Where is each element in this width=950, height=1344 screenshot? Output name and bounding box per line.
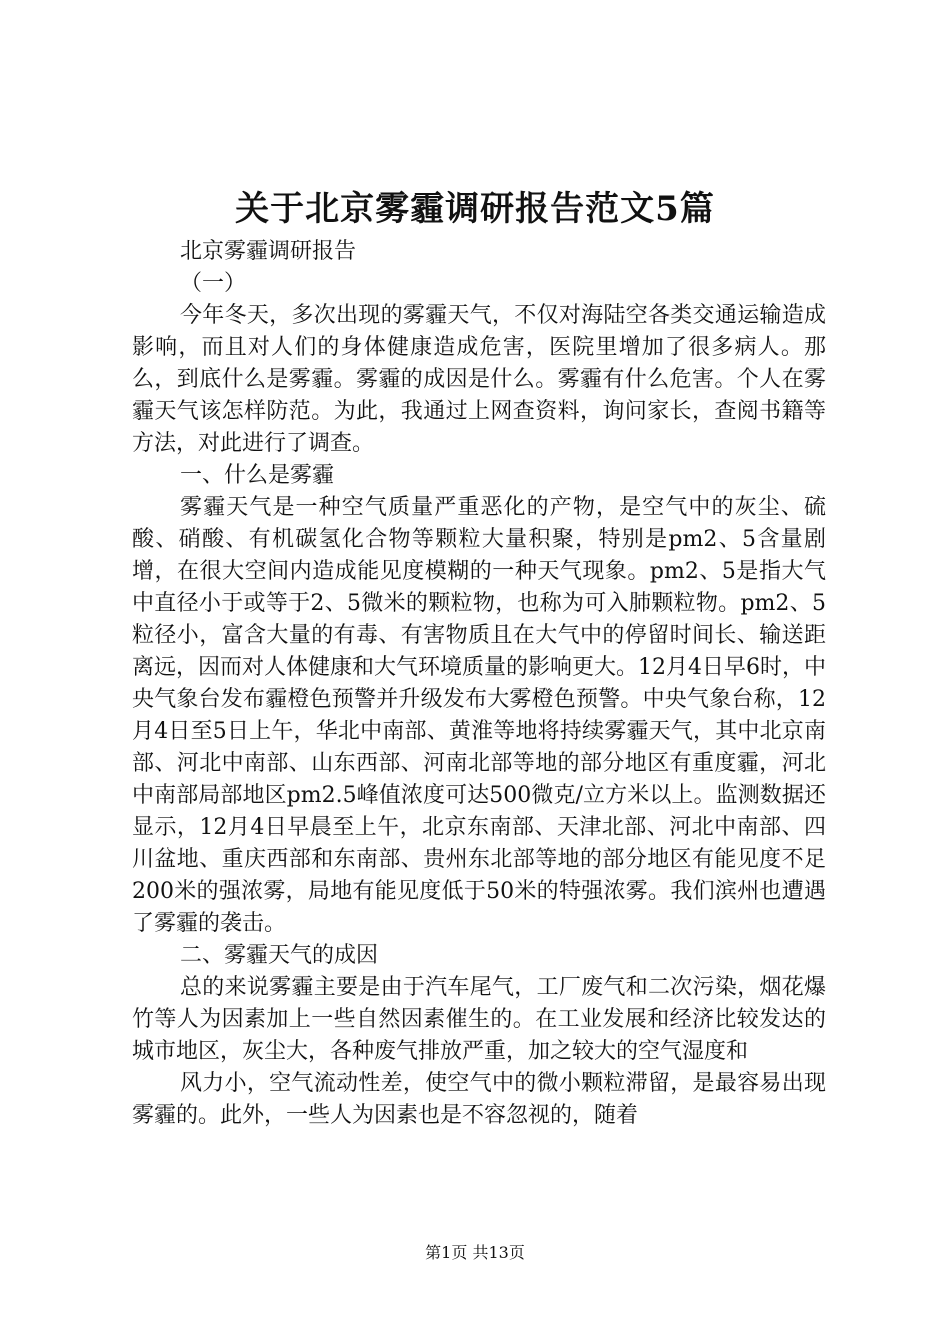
body-paragraph: 风力小，空气流动性差，使空气中的微小颗粒滞留，是最容易出现雾霾的。此外，一些人为因素也是不容忽视的，随着 — [132, 1071, 826, 1128]
page-number: 第1页 — [425, 1243, 468, 1262]
subheading: 二、雾霾天气的成因 — [180, 943, 379, 968]
page-total: 共13页 — [472, 1243, 525, 1262]
section-number: （一） — [180, 271, 247, 296]
document-body — [132, 236, 826, 1132]
body-paragraph: 雾霾天气是一种空气质量严重恶化的产物，是空气中的灰尘、硫酸、硝酸、有机碳氢化合物等颗粒大量积聚，特别是pm2、5含量剧增，在很大空间内造成能见度模糊的一种天气现象。pm2、5是指大气中直径小于或等于2、5微米的颗粒物，也称为可入肺颗粒物。pm2、5粒径小，富含大量的有毒、有害物质且在大气中的停留时间长、输送距离远，因而对人体健康和大气环境质量的影响更大。12月4日早6时，中央气象台发布霾橙色预警并升级发布大雾橙色预警。中央气象台称，12月4日至5日上午，华北中南部、黄淮等地将持续雾霾天气，其中北京南部、河北中南部、山东西部、河南北部等地的部分地区有重度霾，河北中南部局部地区pm2.5峰值浓度可达500微克/立方米以上。监测数据还显示，12月4日早晨至上午，北京东南部、天津北部、河北中南部、四川盆地、重庆西部和东南部、贵州东北部等地的部分地区有能见度不足200米的强浓雾，局地有能见度低于50米的特强浓雾。我们滨州也遭遇了雾霾的袭击。 — [132, 495, 826, 936]
document-title: 关于北京雾霾调研报告范文5篇 — [235, 189, 715, 229]
section-heading: 北京雾霾调研报告 — [180, 239, 357, 264]
subheading: 一、什么是雾霾 — [180, 463, 335, 488]
body-paragraph: 今年冬天，多次出现的雾霾天气，不仅对海陆空各类交通运输造成影响，而且对人们的身体健康造成危害，医院里增加了很多病人。那么，到底什么是雾霾。雾霾的成因是什么。雾霾有什么危害。个人在雾霾天气该怎样防范。为此，我通过上网查资料，询问家长，查阅书籍等方法，对此进行了调查。 — [132, 303, 826, 456]
body-paragraph: 总的来说雾霾主要是由于汽车尾气，工厂废气和二次污染，烟花爆竹等人为因素加上一些自然因素催生的。在工业发展和经济比较发达的城市地区，灰尘大，各种废气排放严重，加之较大的空气湿度和 — [132, 975, 826, 1064]
page-footer — [0, 1242, 950, 1264]
